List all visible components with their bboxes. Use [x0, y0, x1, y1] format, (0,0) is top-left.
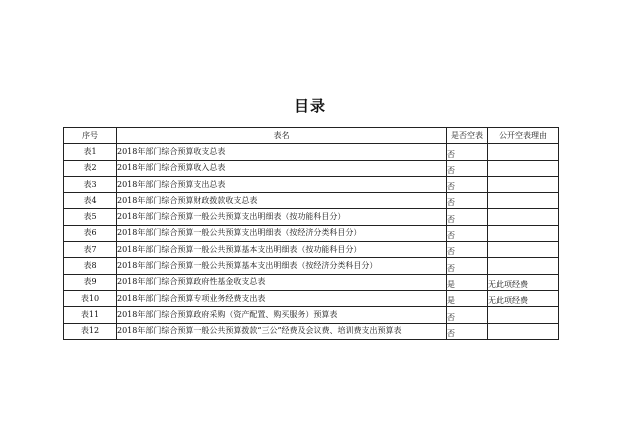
table-row — [64, 290, 559, 306]
header-reason: 公开空表理由 — [488, 128, 559, 144]
table-row — [64, 307, 559, 323]
row-is-empty: 否 — [447, 176, 488, 192]
row-no: 表10 — [64, 290, 117, 306]
row-name: 2018年部门综合预算一般公共预算支出明细表（按经济分类科目分） — [117, 225, 447, 241]
row-reason — [488, 307, 559, 323]
row-no: 表4 — [64, 193, 117, 209]
row-reason: 无此项经费 — [488, 290, 559, 306]
row-reason — [488, 193, 559, 209]
row-is-empty: 否 — [447, 193, 488, 209]
table-row — [64, 176, 559, 192]
row-no: 表1 — [64, 144, 117, 160]
row-name: 2018年部门综合预算支出总表 — [117, 176, 447, 192]
row-name: 2018年部门综合预算一般公共预算基本支出明细表（按经济分类科目分） — [117, 258, 447, 274]
row-no: 表12 — [64, 323, 117, 339]
row-is-empty: 是 — [447, 290, 488, 306]
row-reason — [488, 225, 559, 241]
row-no: 表2 — [64, 160, 117, 176]
table-row — [64, 209, 559, 225]
table-row — [64, 242, 559, 258]
row-no: 表3 — [64, 176, 117, 192]
row-no: 表7 — [64, 242, 117, 258]
row-name: 2018年部门综合预算一般公共预算支出明细表（按功能科目分） — [117, 209, 447, 225]
row-name: 2018年部门综合预算专项业务经费支出表 — [117, 290, 447, 306]
page-title: 目录 — [293, 97, 326, 115]
row-is-empty: 否 — [447, 242, 488, 258]
table-row — [64, 225, 559, 241]
row-is-empty: 否 — [447, 160, 488, 176]
table-row — [64, 193, 559, 209]
row-reason — [488, 144, 559, 160]
table-row — [64, 144, 559, 160]
row-name: 2018年部门综合预算财政拨款收支总表 — [117, 193, 447, 209]
table-row — [64, 274, 559, 290]
row-no: 表6 — [64, 225, 117, 241]
row-name: 2018年部门综合预算一般公共预算基本支出明细表（按功能科目分） — [117, 242, 447, 258]
row-no: 表8 — [64, 258, 117, 274]
table-row — [64, 160, 559, 176]
row-name: 2018年部门综合预算收支总表 — [117, 144, 447, 160]
row-reason — [488, 242, 559, 258]
row-reason — [488, 258, 559, 274]
row-no: 表9 — [64, 274, 117, 290]
row-name: 2018年部门综合预算政府性基金收支总表 — [117, 274, 447, 290]
row-is-empty: 是 — [447, 274, 488, 290]
row-is-empty: 否 — [447, 209, 488, 225]
row-reason: 无此项经费 — [488, 274, 559, 290]
header-is-empty: 是否空表 — [447, 128, 488, 144]
table-header-row — [64, 128, 559, 144]
row-is-empty: 否 — [447, 307, 488, 323]
row-reason — [488, 160, 559, 176]
row-reason — [488, 323, 559, 339]
row-is-empty: 否 — [447, 258, 488, 274]
row-name: 2018年部门综合预算收入总表 — [117, 160, 447, 176]
row-reason — [488, 176, 559, 192]
header-name: 表名 — [117, 128, 447, 144]
row-reason — [488, 209, 559, 225]
row-no: 表11 — [64, 307, 117, 323]
table-row — [64, 323, 559, 339]
row-is-empty: 否 — [447, 323, 488, 339]
row-name: 2018年部门综合预算一般公共预算拨款“三公”经费及会议费、培训费支出预算表 — [117, 323, 447, 339]
header-no: 序号 — [64, 128, 117, 144]
row-is-empty: 否 — [447, 225, 488, 241]
row-name: 2018年部门综合预算政府采购（资产配置、购买服务）预算表 — [117, 307, 447, 323]
toc-table — [63, 127, 559, 340]
row-no: 表5 — [64, 209, 117, 225]
table-row — [64, 258, 559, 274]
row-is-empty: 否 — [447, 144, 488, 160]
